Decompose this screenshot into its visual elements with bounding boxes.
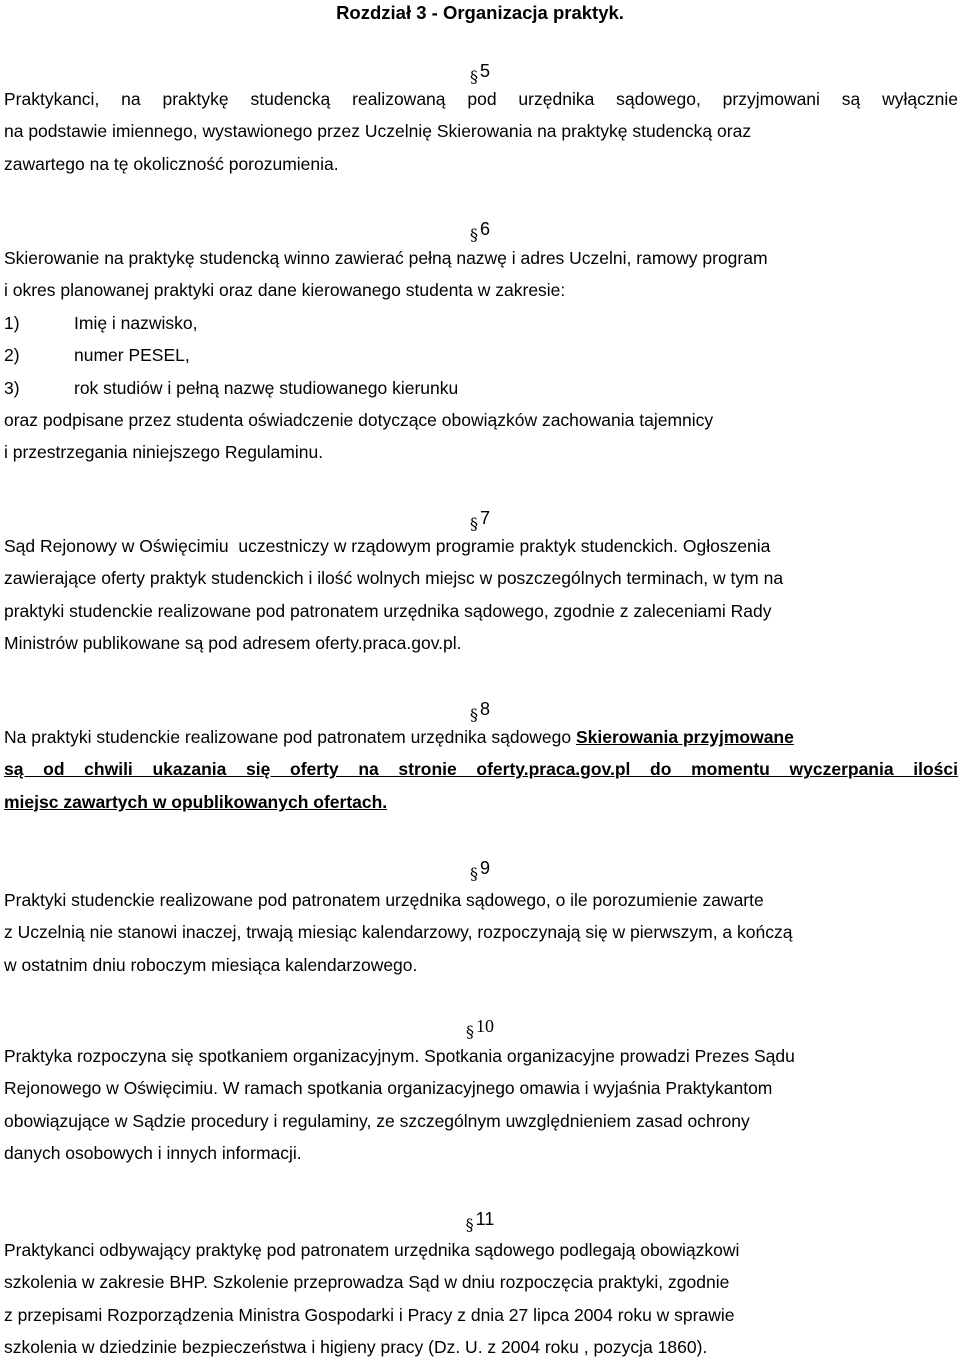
text-line: na podstawie imiennego, wystawionego przez Uczelnię Skierowania na praktykę studencką oraz — [4, 121, 752, 142]
text-line: Praktyki studenckie realizowane pod patronatem urzędnika sądowego, o ile porozumienie zawarte — [4, 890, 764, 910]
section-sign-icon: § — [466, 1022, 474, 1041]
section-8-heading: § 8 — [469, 699, 490, 724]
emphasis-text: są od chwili ukazania się oferty na stronie oferty.praca.gov.pl do momentu wyczerpania ilości — [4, 759, 958, 780]
section-7-text — [4, 530, 958, 659]
text-line: obowiązujące w Sądzie procedury i regulaminy, ze szczególnym uwzględnieniem zasad ochrony — [4, 1110, 750, 1131]
list-item: 2) numer PESEL, — [4, 345, 190, 366]
section-9-heading: § 9 — [469, 858, 490, 883]
text-line: Skierowanie na praktykę studencką winno zawierać pełną nazwę i adres Uczelni, ramowy program — [4, 248, 768, 268]
section-10-text — [4, 1040, 958, 1169]
section-10-heading: § 10 — [466, 1016, 494, 1041]
section-sign-icon: § — [469, 67, 478, 86]
section-6-list — [4, 307, 458, 404]
text-line: z przepisami Rozporządzenia Ministra Gospodarki i Pracy z dnia 27 lipca 2004 roku w sprawie — [4, 1304, 735, 1325]
section-5-heading: § 5 — [469, 61, 490, 86]
section-8-text — [4, 721, 958, 818]
text-line: Praktyka rozpoczyna się spotkaniem organizacyjnym. Spotkania organizacyjne prowadzi Prezes Sądu — [4, 1046, 795, 1066]
section-6-intro — [4, 242, 958, 307]
section-sign-icon: § — [469, 705, 478, 724]
text-line: Ministrów publikowane są pod adresem oferty.praca.gov.pl. — [4, 632, 462, 653]
section-11-text — [4, 1234, 958, 1363]
section-sign-icon: § — [465, 1215, 474, 1234]
text-line: szkolenia w dziedzinie bezpieczeństwa i higieny pracy (Dz. U. z 2004 roku , pozycja 1860). — [4, 1336, 708, 1357]
text-line: danych osobowych i innych informacji. — [4, 1142, 302, 1163]
section-sign-icon: § — [469, 225, 478, 244]
text-line — [4, 786, 958, 818]
emphasis-text: Skierowania przyjmowane — [576, 727, 794, 747]
text-line: zawierające oferty praktyk studenckich i ilość wolnych miejsc w poszczególnych terminach, w tym na — [4, 568, 784, 589]
section-sign-icon: § — [469, 864, 478, 883]
emphasis-text: miejsc zawartych w opublikowanych ofertach. — [4, 791, 388, 812]
text-line: Sąd Rejonowy w Oświęcimiu uczestniczy w rządowym programie praktyk studenckich. Ogłoszenia — [4, 536, 771, 556]
text-line: zawartego na tę okoliczność porozumienia. — [4, 153, 339, 174]
text-line: i okres planowanej praktyki oraz dane kierowanego studenta w zakresie: — [4, 280, 566, 301]
text-line — [4, 753, 958, 785]
section-5-text — [4, 83, 958, 180]
section-6-outro — [4, 404, 958, 469]
text-line: z Uczelnią nie stanowi inaczej, trwają miesiąc kalendarzowy, rozpoczynają się w pierwszym, a kończą — [4, 922, 793, 943]
text-line: Na praktyki studenckie realizowane pod patronatem urzędnika sądowego Skierowania przyjmowane — [4, 727, 794, 747]
text-line: Rejonowego w Oświęcimiu. W ramach spotkania organizacyjnego omawia i wyjaśnia Praktykantom — [4, 1078, 773, 1099]
text-line: oraz podpisane przez studenta oświadczenie dotyczące obowiązków zachowania tajemnicy — [4, 410, 714, 430]
text-line: Praktykanci odbywający praktykę pod patronatem urzędnika sądowego podlegają obowiązkowi — [4, 1240, 740, 1260]
list-item: 1) Imię i nazwisko, — [4, 313, 198, 333]
text-line: praktyki studenckie realizowane pod patronatem urzędnika sądowego, zgodnie z zaleceniami Rady — [4, 600, 772, 621]
list-item: 3) rok studiów i pełną nazwę studiowanego kierunku — [4, 377, 459, 398]
section-11-heading: § 11 — [465, 1209, 495, 1234]
chapter-title: Rozdział 3 - Organizacja praktyk. — [336, 2, 624, 23]
section-6-heading: § 6 — [469, 219, 490, 244]
section-7-heading: § 7 — [469, 508, 490, 533]
text-line: szkolenia w zakresie BHP. Szkolenie przeprowadza Sąd w dniu rozpoczęcia praktyki, zgodnie — [4, 1272, 730, 1293]
text-line: w ostatnim dniu roboczym miesiąca kalendarzowego. — [4, 954, 418, 975]
text-line: i przestrzegania niniejszego Regulaminu. — [4, 442, 324, 463]
text-line: Praktykanci, na praktykę studencką realizowaną pod urzędnika sądowego, przyjmowani są wyłącznie — [4, 89, 958, 109]
section-9-text — [4, 884, 958, 981]
section-sign-icon: § — [469, 514, 478, 533]
